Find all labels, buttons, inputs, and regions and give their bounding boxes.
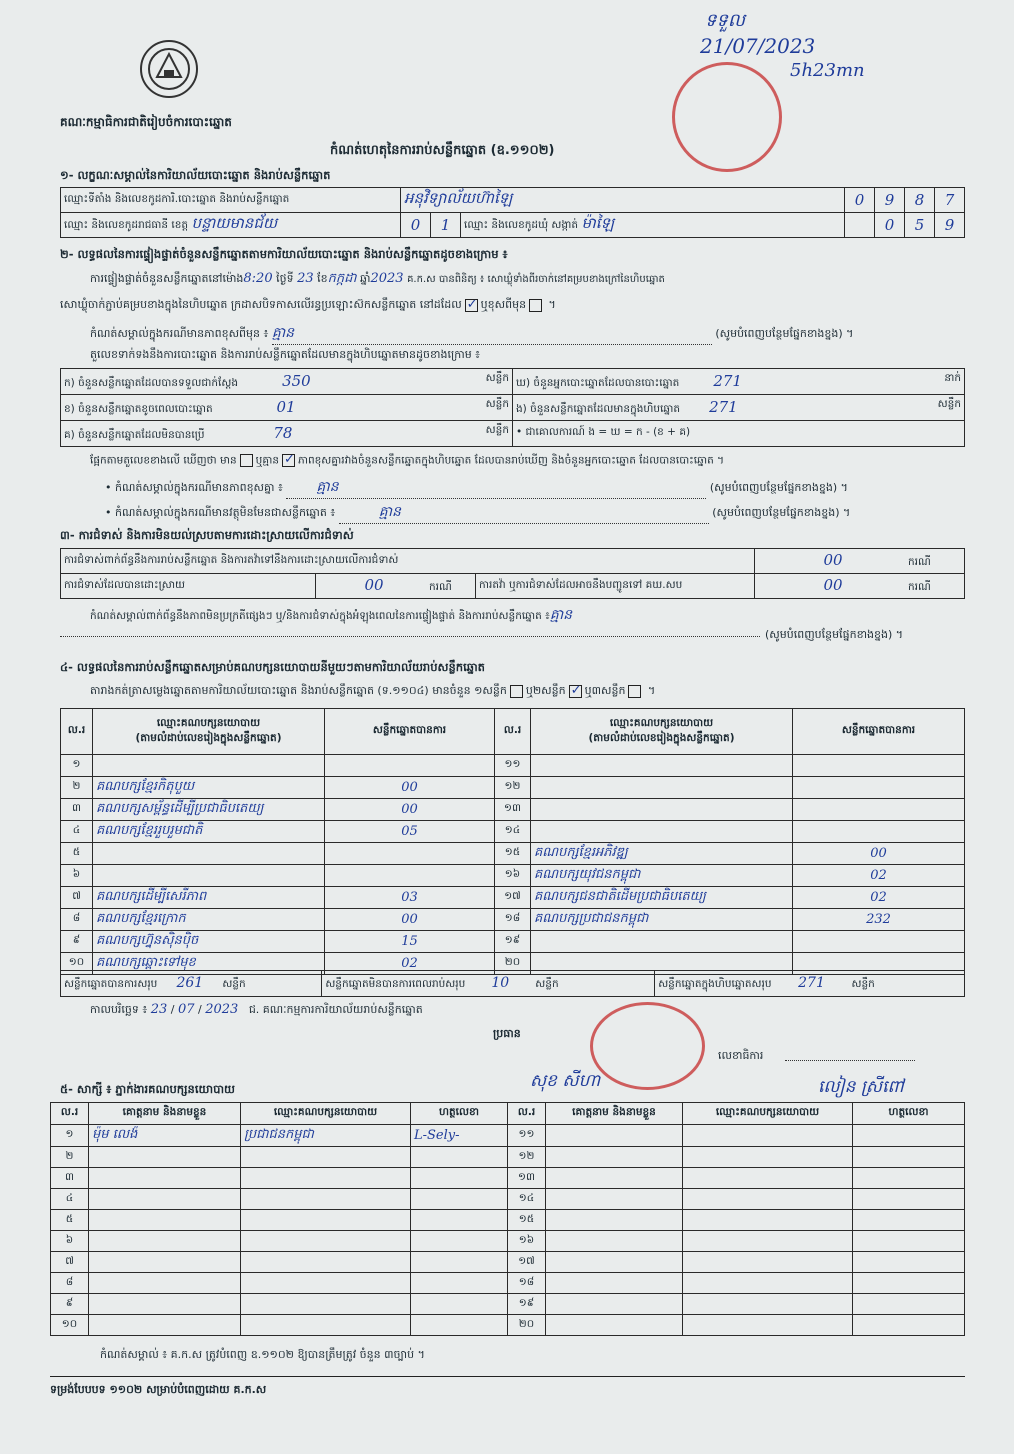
col-no: ល.រ bbox=[51, 1103, 89, 1125]
party-votes: 00 bbox=[325, 776, 495, 798]
row-number: ៦ bbox=[61, 864, 93, 886]
two-sheet-checkbox[interactable] bbox=[569, 685, 582, 698]
verify-day: 23 bbox=[297, 271, 314, 286]
results-table bbox=[60, 708, 965, 975]
president-label: ប្រធាន bbox=[493, 1027, 521, 1040]
witness-row bbox=[51, 1168, 965, 1189]
received-label: ទទួល bbox=[705, 10, 745, 31]
witness-no: ៨ bbox=[51, 1273, 89, 1294]
witness-sign bbox=[411, 1231, 508, 1252]
party-name: គណបក្សខ្មែរក្រោក bbox=[93, 908, 325, 930]
witness-sign bbox=[853, 1147, 965, 1168]
witness-no: ៤ bbox=[51, 1189, 89, 1210]
footer-rule bbox=[50, 1376, 965, 1377]
objections-table bbox=[60, 548, 965, 599]
party-votes bbox=[793, 755, 965, 777]
witness-no: ៥ bbox=[51, 1210, 89, 1231]
forwarded-label: ការតវ៉ា ឬការជំទាស់ដែលអាចនឹងបញ្ជូនទៅ គឃ.សប bbox=[476, 574, 755, 599]
total-invalid: សន្លឹកឆ្នោតមិនបានការពេលរាប់សរុប 10 សន្លឹក bbox=[322, 971, 655, 997]
objection-count-label: ការជំទាស់ពាក់ព័ន្ធនឹងការរាប់សន្លឹកឆ្នោត និងការតវ៉ាទៅនឹងការដោះស្រាយលើការជំទាស់ bbox=[61, 549, 755, 574]
witness-name bbox=[89, 1168, 241, 1189]
verify-time: 8:20 bbox=[243, 271, 273, 286]
section5-title: ៥- សាក្សី ៖ ភ្នាក់ងារគណបក្សនយោបាយ bbox=[60, 1082, 235, 1096]
col-no: ល.រ bbox=[61, 709, 93, 755]
station-label: ឈ្មោះទីតាំង និងលេខកូដការិ.បោះឆ្នោត និងរាប់សន្លឹកឆ្នោត bbox=[61, 188, 401, 213]
party-name: គណបក្សសម្ព័ន្ធដើម្បីប្រជាធិបតេយ្យ bbox=[93, 798, 325, 820]
witness-name bbox=[89, 1252, 241, 1273]
row-number: ៥ bbox=[61, 842, 93, 864]
row-number: ១៩ bbox=[495, 930, 531, 952]
witness-party bbox=[241, 1273, 411, 1294]
witness-sign bbox=[853, 1315, 965, 1336]
secretary-signature: លៀន ស្រីពៅ bbox=[818, 1077, 904, 1097]
witness-no: ៧ bbox=[51, 1252, 89, 1273]
verify-month: កក្កដា bbox=[327, 271, 357, 286]
row-number: ២០ bbox=[495, 952, 531, 974]
row-number: ៣ bbox=[61, 798, 93, 820]
party-votes bbox=[793, 798, 965, 820]
commune-value: ម៉ាឡៃ bbox=[581, 214, 615, 232]
witness-name bbox=[546, 1294, 683, 1315]
row-number: ១៨ bbox=[495, 908, 531, 930]
figures-intro: តួលេខទាក់ទងនឹងការបោះឆ្នោត និងការរាប់សន្លឹកឆ្នោតដែលមានក្នុងហិបឆ្នោតមានដូចខាងក្រោម ៖ bbox=[90, 348, 481, 361]
party-votes: 03 bbox=[325, 886, 495, 908]
verify-line: ការផ្ទៀងផ្ទាត់ចំនួនសន្លឹកឆ្នោតនៅម៉ោង8:20 ថ្ងៃទី 23 ខែកក្កដា ឆ្នាំ2023 គ.ក.ស បានពិនិត្យ ៖ សោឃ្លុំទាំងពីរចាក់នៅគម្របខាងក្រៅនៃហិបឆ្នោត bbox=[90, 271, 665, 286]
witness-sign bbox=[411, 1147, 508, 1168]
witness-sign bbox=[411, 1210, 508, 1231]
party-votes: 00 bbox=[325, 798, 495, 820]
party-votes bbox=[325, 755, 495, 777]
witness-no: ១៧ bbox=[508, 1252, 546, 1273]
witness-party bbox=[241, 1147, 411, 1168]
party-votes bbox=[793, 930, 965, 952]
verify-year: 2023 bbox=[370, 271, 404, 286]
foreign-object-note: • កំណត់សម្គាល់ក្នុងករណីមានវត្ថុមិនមែនជាសន្លឹកឆ្នោត ៖ គ្មាន (សូមបំពេញបន្ថែមផ្នែកខាងខ្នង) ។ bbox=[105, 502, 965, 524]
station-code-digit: 8 bbox=[905, 188, 935, 213]
seal-line: សោឃ្លុំចាក់ភ្ជាប់គម្របខាងក្នុងនៃហិបឆ្នោត ក្រដាសបិទកាសលើរន្ធប្រឡោះស៊កសន្លឹកឆ្នោត នៅដដែល✓ ឬខុសពីមុន ។ bbox=[60, 298, 556, 314]
witness-sign bbox=[853, 1231, 965, 1252]
station-code-digit: 7 bbox=[935, 188, 965, 213]
committee-stamp-icon bbox=[590, 1002, 705, 1090]
party-name bbox=[531, 776, 793, 798]
row-number: ១៥ bbox=[495, 842, 531, 864]
party-name bbox=[531, 820, 793, 842]
witness-sign bbox=[411, 1315, 508, 1336]
witness-name bbox=[546, 1125, 683, 1147]
witness-sign bbox=[411, 1168, 508, 1189]
figure-row: ខ) ចំនួនសន្លឹកឆ្នោតខូចពេលបោះឆ្នោត 01 សន្លឹក bbox=[61, 395, 513, 421]
commune-code-digit: 0 bbox=[875, 213, 905, 238]
section1-title: ១- លក្ខណៈសម្គាល់នៃការិយាល័យបោះឆ្នោត និងរាប់សន្លឹកឆ្នោត bbox=[60, 168, 331, 182]
witness-sign bbox=[853, 1252, 965, 1273]
section3-title: ៣- ការជំទាស់ និងការមិនយល់ស្របតាមការដោះស្រាយលើការជំទាស់ bbox=[60, 528, 354, 542]
unchanged-checkbox[interactable] bbox=[465, 299, 478, 312]
secretary-label: លេខាធិការ bbox=[718, 1049, 764, 1062]
witness-sign bbox=[853, 1273, 965, 1294]
witness-party bbox=[683, 1273, 853, 1294]
row-number: ១៤ bbox=[495, 820, 531, 842]
irregularity-line bbox=[60, 625, 760, 637]
president-signature: សុខ សីហា bbox=[530, 1071, 601, 1091]
province-value: បន្ទាយមានជ័យ bbox=[191, 214, 278, 232]
party-name bbox=[531, 755, 793, 777]
party-votes: 15 bbox=[325, 930, 495, 952]
secretary-line bbox=[785, 1060, 915, 1061]
party-name: គណបក្សខ្មែរអភិវឌ្ឍ bbox=[531, 842, 793, 864]
row-number: ២ bbox=[61, 776, 93, 798]
party-votes: 02 bbox=[793, 864, 965, 886]
witness-name bbox=[89, 1273, 241, 1294]
result-row bbox=[61, 776, 965, 798]
witness-no: ១៩ bbox=[508, 1294, 546, 1315]
witness-row bbox=[51, 1125, 965, 1147]
party-name: គណបក្សខ្មែររួបរួមជាតិ bbox=[93, 820, 325, 842]
irregularity-note: កំណត់សម្គាល់ពាក់ព័ន្ធនឹងភាពមិនប្រក្រតីផ្សេងៗ ឬ/និងការជំទាស់ក្នុងអំឡុងពេលនៃការផ្ទៀងផ្ទាត់ និងការរាប់សន្លឹកឆ្នោត ៖គ្មាន bbox=[90, 607, 573, 623]
row-number: ១ bbox=[61, 755, 93, 777]
figure-row: ង) ចំនួនសន្លឹកឆ្នោតដែលមានក្នុងហិបឆ្នោត 271 សន្លឹក bbox=[513, 395, 965, 421]
witness-name bbox=[89, 1315, 241, 1336]
witness-party: ប្រជាជនកម្ពុជា bbox=[241, 1125, 411, 1147]
result-row bbox=[61, 864, 965, 886]
official-stamp-icon bbox=[672, 62, 782, 172]
form-title: កំណត់ហេតុនៃការរាប់សន្លឹកឆ្នោត (ឧ.១១០២) bbox=[330, 143, 555, 158]
witness-no: ២០ bbox=[508, 1315, 546, 1336]
col-sign: ហត្ថលេខា bbox=[411, 1103, 508, 1125]
party-votes bbox=[325, 864, 495, 886]
objection-count: 00 ករណី bbox=[755, 549, 965, 574]
witness-row bbox=[51, 1147, 965, 1168]
col-no: ល.រ bbox=[495, 709, 531, 755]
witness-party bbox=[683, 1252, 853, 1273]
result-row bbox=[61, 842, 965, 864]
province-code-digit: 1 bbox=[431, 213, 461, 238]
col-name: គោត្តនាម និងនាមខ្លួន bbox=[89, 1103, 241, 1125]
received-date: 21/07/2023 bbox=[700, 34, 816, 58]
party-name bbox=[93, 842, 325, 864]
irregularity-hint: (សូមបំពេញបន្ថែមផ្នែកខាងខ្នង) ។ bbox=[765, 628, 904, 641]
witness-party bbox=[241, 1294, 411, 1315]
change-note: កំណត់សម្គាល់ក្នុងករណីមានភាពខុសពីមុន ៖ គ្មាន (សូមបំពេញបន្ថែមផ្នែកខាងខ្នង) ។ bbox=[90, 323, 965, 345]
witness-sign bbox=[853, 1294, 965, 1315]
province-code-digit: 0 bbox=[401, 213, 431, 238]
party-name bbox=[93, 864, 325, 886]
col-party: ឈ្មោះគណបក្សនយោបាយ (តាមលំដាប់លេខរៀងក្នុងសន្លឹកឆ្នោត) bbox=[531, 709, 793, 755]
witness-name: ម៉ុម លេង៉ bbox=[89, 1125, 241, 1147]
witness-party bbox=[241, 1231, 411, 1252]
witness-party bbox=[241, 1315, 411, 1336]
witness-no: ១៤ bbox=[508, 1189, 546, 1210]
station-code-digit: 9 bbox=[875, 188, 905, 213]
witness-no: ១២ bbox=[508, 1147, 546, 1168]
has-difference-checkbox[interactable] bbox=[240, 454, 253, 467]
party-name: គណបក្សឆ្ពោះទៅមុខ bbox=[93, 952, 325, 974]
witness-no: ១៣ bbox=[508, 1168, 546, 1189]
witness-row bbox=[51, 1294, 965, 1315]
party-name bbox=[531, 930, 793, 952]
totals-table bbox=[60, 970, 965, 997]
party-votes bbox=[325, 842, 495, 864]
witness-no: ៩ bbox=[51, 1294, 89, 1315]
witness-sign bbox=[411, 1294, 508, 1315]
col-votes: សន្លឹកឆ្នោតបានការ bbox=[793, 709, 965, 755]
party-votes: 02 bbox=[325, 952, 495, 974]
tally-sheet-line: តារាងកត់ត្រាសម្លេងឆ្នោតតាមការិយាល័យបោះឆ្នោត និងរាប់សន្លឹកឆ្នោត (ទ.១១០៤) មានចំនួន ១សន្លឹក ឬ២សន្លឹក✓ ឬ៣សន្លឹក ។ bbox=[90, 684, 655, 700]
province-label: ឈ្មោះ និងលេខកូដរាជធានី ខេត្ត បន្ទាយមានជ័យ bbox=[61, 213, 401, 238]
row-number: ១៣ bbox=[495, 798, 531, 820]
witness-name bbox=[546, 1273, 683, 1294]
witness-sign bbox=[411, 1273, 508, 1294]
commune-code-digit: 5 bbox=[905, 213, 935, 238]
witness-no: ១៥ bbox=[508, 1210, 546, 1231]
witness-name bbox=[546, 1147, 683, 1168]
result-row bbox=[61, 755, 965, 777]
witness-party bbox=[241, 1189, 411, 1210]
witness-no: ៣ bbox=[51, 1168, 89, 1189]
figure-row: ក) ចំនួនសន្លឹកឆ្នោតដែលបានទទួលជាក់ស្តែង 350 សន្លឹក bbox=[61, 369, 513, 395]
form-footer: ទម្រង់បែបបទ ១១០២ សម្រាប់បំពេញដោយ គ.ក.ស bbox=[50, 1383, 267, 1396]
witness-row bbox=[51, 1273, 965, 1294]
witness-row bbox=[51, 1210, 965, 1231]
witness-name bbox=[89, 1294, 241, 1315]
commune-code-digit: 9 bbox=[935, 213, 965, 238]
one-sheet-checkbox[interactable] bbox=[510, 685, 523, 698]
witness-party bbox=[241, 1252, 411, 1273]
section2-title: ២- លទ្ធផលនៃការផ្ទៀងផ្ទាត់ចំនួនសន្លឹកឆ្នោតតាមការិយាល័យបោះឆ្នោត និងរាប់សន្លឹកឆ្នោតដូចខាងក្រោម ៖ bbox=[60, 247, 508, 261]
witness-sign bbox=[853, 1210, 965, 1231]
witness-party bbox=[683, 1294, 853, 1315]
party-name: គណបក្សប្រជាជនកម្ពុជា bbox=[531, 908, 793, 930]
party-name: គណបក្សដើម្បីសេរីភាព bbox=[93, 886, 325, 908]
difference-note: • កំណត់សម្គាល់ក្នុងករណីមានភាពខុសគ្នា ៖ គ្មាន (សូមបំពេញបន្ថែមផ្នែកខាងខ្នង) ។ bbox=[105, 477, 965, 499]
witness-no: ១១ bbox=[508, 1125, 546, 1147]
witness-no: ៦ bbox=[51, 1231, 89, 1252]
party-name: គណបក្សជនជាតិដើមប្រជាធិបតេយ្យ bbox=[531, 886, 793, 908]
witness-sign bbox=[411, 1189, 508, 1210]
result-row bbox=[61, 886, 965, 908]
party-votes: 00 bbox=[793, 842, 965, 864]
party-votes: 232 bbox=[793, 908, 965, 930]
col-party: ឈ្មោះគណបក្សនយោបាយ bbox=[683, 1103, 853, 1125]
row-number: ១២ bbox=[495, 776, 531, 798]
changed-checkbox[interactable] bbox=[529, 299, 542, 312]
row-number: ៨ bbox=[61, 908, 93, 930]
col-party: ឈ្មោះគណបក្សនយោបាយ bbox=[241, 1103, 411, 1125]
witness-sign: L-Sely- bbox=[411, 1125, 508, 1147]
witness-sign bbox=[853, 1125, 965, 1147]
nec-emblem-icon bbox=[140, 40, 198, 98]
party-name: គណបក្សហ្វ៊ុនស៊ិនប៉ិច bbox=[93, 930, 325, 952]
party-name bbox=[531, 798, 793, 820]
witness-party bbox=[683, 1315, 853, 1336]
witness-party bbox=[683, 1189, 853, 1210]
witness-no: ២ bbox=[51, 1147, 89, 1168]
party-name: គណបក្សខ្មែរកិតុបួយ bbox=[93, 776, 325, 798]
witness-sign bbox=[853, 1189, 965, 1210]
commune-label: ឈ្មោះ និងលេខកូដឃុំ សង្កាត់ ម៉ាឡៃ bbox=[461, 213, 845, 238]
difference-line: ផ្អែកតាមតួលេខខាងលើ ឃើញថា មាន ឬគ្មាន✓ ភាពខុសគ្នារវាងចំនួនសន្លឹកឆ្នោតក្នុងហិបឆ្នោត ដែលបានរាប់ឃើញ និងចំនួនអ្នកបោះឆ្នោត ដែលបានបោះឆ្នោត ។ bbox=[90, 454, 724, 470]
witness-no: ១០ bbox=[51, 1315, 89, 1336]
party-votes: 05 bbox=[325, 820, 495, 842]
witness-party bbox=[241, 1168, 411, 1189]
no-difference-checkbox[interactable] bbox=[282, 454, 295, 467]
footnote: កំណត់សម្គាល់ ៖ គ.ក.ស ត្រូវបំពេញ ឧ.១១០២ ឱ្យបានត្រឹមត្រូវ ចំនួន ៣ច្បាប់ ។ bbox=[100, 1348, 425, 1361]
row-number: ១៧ bbox=[495, 886, 531, 908]
row-number: ១០ bbox=[61, 952, 93, 974]
result-row bbox=[61, 908, 965, 930]
signing-date-line: កាលបរិច្ឆេទ ៖ 23 / 07 / 2023 ជ. គណៈកម្មការការិយាល័យរាប់សន្លឹកឆ្នោត bbox=[90, 1002, 423, 1017]
row-number: ១៦ bbox=[495, 864, 531, 886]
witness-row bbox=[51, 1315, 965, 1336]
witness-row bbox=[51, 1231, 965, 1252]
forwarded-count: 00 ករណី bbox=[755, 574, 965, 599]
witness-row bbox=[51, 1189, 965, 1210]
station-value: អនុវិទ្យាល័យហ៊ាឡៃ bbox=[401, 188, 845, 213]
witness-party bbox=[683, 1231, 853, 1252]
witness-name bbox=[546, 1189, 683, 1210]
witness-name bbox=[89, 1231, 241, 1252]
col-sign: ហត្ថលេខា bbox=[853, 1103, 965, 1125]
witness-party bbox=[683, 1168, 853, 1189]
row-number: ១១ bbox=[495, 755, 531, 777]
witness-sign bbox=[411, 1252, 508, 1273]
party-name: គណបក្សយុវជនកម្ពុជា bbox=[531, 864, 793, 886]
witness-no: ១៨ bbox=[508, 1273, 546, 1294]
party-votes: 02 bbox=[793, 886, 965, 908]
resolved-count: 00 ករណី bbox=[316, 574, 476, 599]
witness-party bbox=[683, 1210, 853, 1231]
row-number: ៧ bbox=[61, 886, 93, 908]
col-name: គោត្តនាម និងនាមខ្លួន bbox=[546, 1103, 683, 1125]
witness-sign bbox=[853, 1168, 965, 1189]
section4-title: ៤- លទ្ធផលនៃការរាប់សន្លឹកឆ្នោតសម្រាប់គណបក្សនយោបាយនីមួយៗតាមការិយាល័យរាប់សន្លឹកឆ្នោត bbox=[60, 660, 485, 674]
result-row bbox=[61, 820, 965, 842]
party-name bbox=[93, 755, 325, 777]
col-party: ឈ្មោះគណបក្សនយោបាយ (តាមលំដាប់លេខរៀងក្នុងសន្លឹកឆ្នោត) bbox=[93, 709, 325, 755]
witness-name bbox=[89, 1147, 241, 1168]
total-valid: សន្លឹកឆ្នោតបានការសរុប 261 សន្លឹក bbox=[61, 971, 322, 997]
witness-name bbox=[89, 1189, 241, 1210]
witness-name bbox=[546, 1231, 683, 1252]
party-votes bbox=[793, 776, 965, 798]
col-no: ល.រ bbox=[508, 1103, 546, 1125]
org-name: គណៈកម្មាធិការជាតិរៀបចំការបោះឆ្នោត bbox=[60, 115, 232, 129]
witness-row bbox=[51, 1252, 965, 1273]
result-row bbox=[61, 930, 965, 952]
party-votes: 00 bbox=[325, 908, 495, 930]
col-votes: សន្លឹកឆ្នោតបានការ bbox=[325, 709, 495, 755]
witness-table bbox=[50, 1102, 965, 1336]
station-code-digit: 0 bbox=[845, 188, 875, 213]
row-number: ៩ bbox=[61, 930, 93, 952]
formula-row: • ជាគោលការណ៍ ង = ឃ = ក - (ខ + គ) bbox=[513, 421, 965, 447]
witness-party bbox=[241, 1210, 411, 1231]
witness-name bbox=[546, 1252, 683, 1273]
witness-no: ១៦ bbox=[508, 1231, 546, 1252]
result-row bbox=[61, 798, 965, 820]
row-number: ៤ bbox=[61, 820, 93, 842]
figure-row: ឃ) ចំនួនអ្នកបោះឆ្នោតដែលបានបោះឆ្នោត 271 នាក់ bbox=[513, 369, 965, 395]
figure-row: គ) ចំនួនសន្លឹកឆ្នោតដែលមិនបានប្រើ 78 សន្លឹក bbox=[61, 421, 513, 447]
witness-no: ១ bbox=[51, 1125, 89, 1147]
witness-name bbox=[546, 1168, 683, 1189]
section1-table bbox=[60, 187, 965, 238]
resolved-label: ការជំទាស់ដែលបានដោះស្រាយ bbox=[61, 574, 316, 599]
total-in-box: សន្លឹកឆ្នោតក្នុងហិបឆ្នោតសរុប 271 សន្លឹក bbox=[655, 971, 965, 997]
witness-name bbox=[89, 1210, 241, 1231]
witness-party bbox=[683, 1125, 853, 1147]
party-votes bbox=[793, 820, 965, 842]
received-time: 5h23mn bbox=[790, 60, 865, 81]
figures-table bbox=[60, 368, 965, 447]
witness-party bbox=[683, 1147, 853, 1168]
three-sheet-checkbox[interactable] bbox=[628, 685, 641, 698]
witness-name bbox=[546, 1210, 683, 1231]
witness-name bbox=[546, 1315, 683, 1336]
